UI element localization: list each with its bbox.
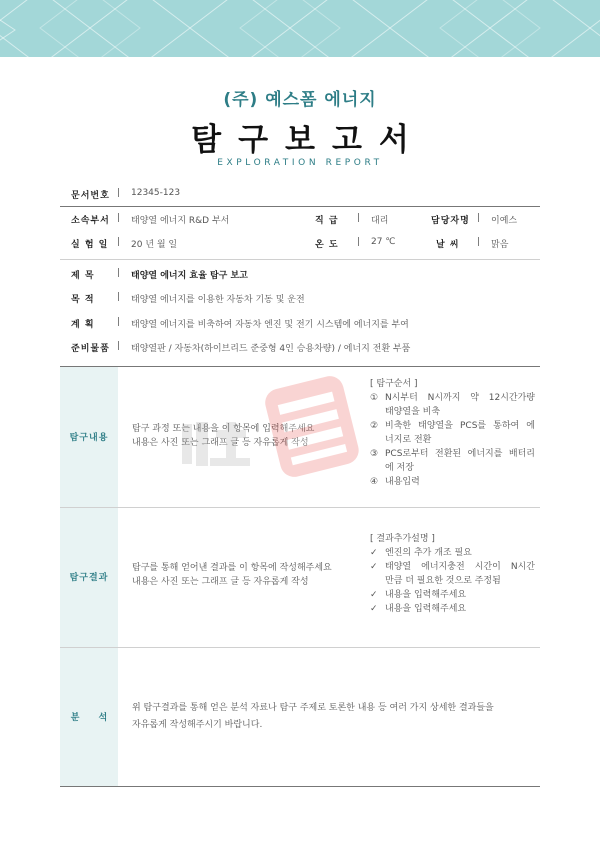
separator: | — [477, 237, 481, 247]
step-marker: ③ — [370, 449, 379, 459]
check-icon: ✓ — [370, 562, 378, 572]
content-label-cell — [60, 367, 118, 507]
check-icon: ✓ — [370, 604, 378, 614]
content-steps-title: [ 탐구순서 ] — [370, 379, 418, 389]
note-line: 엔진의 추가 개조 필요 — [385, 548, 472, 558]
step-item — [370, 447, 535, 475]
result-notes — [370, 532, 535, 616]
separator: | — [117, 268, 121, 278]
note-item — [370, 560, 535, 588]
step-line: 내용입력 — [385, 477, 420, 487]
date-value: 20 년 월 일 — [131, 240, 178, 250]
separator: | — [357, 237, 361, 247]
content-steps — [370, 377, 535, 489]
separator: | — [117, 237, 121, 247]
result-section — [60, 508, 540, 647]
dept-value: 태양열 에너지 R&D 부서 — [131, 216, 230, 226]
divider — [60, 206, 540, 207]
materials-label: 준비물품 — [71, 344, 110, 354]
plan-label: 계 획 — [71, 320, 95, 330]
subject-label: 제 목 — [71, 271, 95, 281]
analysis-line: 자유롭게 작성해주시기 바랍니다. — [132, 720, 263, 730]
purpose-label: 목 적 — [71, 295, 95, 305]
step-item — [370, 391, 535, 419]
step-line: 비축한 태양열을 PCS를 통하여 에 — [385, 421, 535, 431]
note-item — [370, 588, 535, 602]
watermark-logo — [180, 372, 360, 482]
note-line: 태양열 에너지충전 시간이 N시간 — [385, 562, 535, 572]
note-item — [370, 602, 535, 616]
result-instruction-line: 내용은 사진 또는 그래프 글 등 자유롭게 작성 — [132, 577, 309, 587]
step-item — [370, 475, 535, 489]
materials-value: 태양열판 / 자동차(하이브리드 준중형 4인 승용차량) / 에너지 전환 부품 — [131, 344, 411, 354]
separator: | — [117, 188, 121, 198]
temp-value: 27 ℃ — [371, 237, 396, 247]
subject-value: 태양열 에너지 효율 탐구 보고 — [131, 271, 248, 281]
analysis-label-cell — [60, 648, 118, 786]
divider — [60, 259, 540, 260]
company-name: (주) 예스폼 에너지 — [223, 90, 377, 110]
manager-label: 담당자명 — [431, 216, 470, 226]
document-subtitle: EXPLORATION REPORT — [217, 158, 383, 168]
weather-value: 맑음 — [491, 240, 509, 250]
check-icon: ✓ — [370, 548, 378, 558]
note-line: 내용을 입력해주세요 — [385, 590, 467, 600]
separator: | — [117, 341, 121, 351]
doc-number-label: 문서번호 — [71, 191, 110, 201]
divider — [60, 786, 540, 787]
step-line: 태양열을 비축 — [385, 407, 441, 417]
document-title: 탐구보고서 — [191, 122, 426, 158]
result-instructions — [132, 561, 332, 589]
manager-value: 이예스 — [491, 216, 518, 226]
doc-number-value: 12345-123 — [131, 188, 181, 198]
result-label-cell — [60, 508, 118, 647]
position-value: 대리 — [371, 216, 389, 226]
step-line: N시부터 N시까지 약 12시간가량 — [385, 393, 535, 403]
note-item — [370, 546, 535, 560]
result-label: 탐구결과 — [69, 573, 109, 583]
purpose-value: 태양열 에너지를 이용한 자동차 기동 및 운전 — [131, 295, 305, 305]
separator: | — [117, 213, 121, 223]
analysis-line: 위 탐구결과를 통해 얻은 분석 자료나 탐구 주제로 토론한 내용 등 여러 가지 상세한 결과들을 — [132, 703, 494, 713]
step-item — [370, 419, 535, 447]
result-notes-title: [ 결과추가설명 ] — [370, 534, 435, 544]
note-line: 만큼 더 필요한 것으로 주정됨 — [385, 576, 501, 586]
content-instruction-line: 탐구 과정 또는 내용을 이 항목에 입력해주세요 — [132, 424, 315, 434]
separator: | — [477, 213, 481, 223]
separator: | — [117, 317, 121, 327]
content-label: 탐구내용 — [69, 433, 109, 443]
banner-pattern — [0, 0, 600, 57]
separator: | — [357, 213, 361, 223]
step-marker: ② — [370, 421, 379, 431]
temp-label: 온 도 — [315, 240, 339, 250]
separator: | — [117, 292, 121, 302]
position-label: 직 급 — [315, 216, 339, 226]
step-line: 너지로 전환 — [385, 435, 432, 445]
plan-value: 태양열 에너지를 비축하여 자동차 엔진 및 전기 시스템에 에너지를 부여 — [131, 320, 409, 330]
header-banner — [0, 0, 600, 57]
dept-label: 소속부서 — [71, 216, 110, 226]
analysis-section — [60, 648, 540, 786]
step-line: 에 저장 — [385, 463, 414, 473]
step-line: PCS로부터 전환된 에너지를 배터리 — [385, 449, 535, 459]
step-marker: ① — [370, 393, 379, 403]
analysis-text — [132, 700, 536, 734]
analysis-label: 분 석 — [70, 713, 116, 723]
date-label: 실 험 일 — [71, 240, 109, 250]
content-instruction-line: 내용은 사진 또는 그래프 글 등 자유롭게 작성 — [132, 438, 309, 448]
result-instruction-line: 탐구를 통해 얻어낸 결과를 이 항목에 작성해주세요 — [132, 563, 332, 573]
step-marker: ④ — [370, 477, 379, 487]
check-icon: ✓ — [370, 590, 378, 600]
note-line: 내용을 입력해주세요 — [385, 604, 467, 614]
weather-label: 날 씨 — [436, 240, 460, 250]
